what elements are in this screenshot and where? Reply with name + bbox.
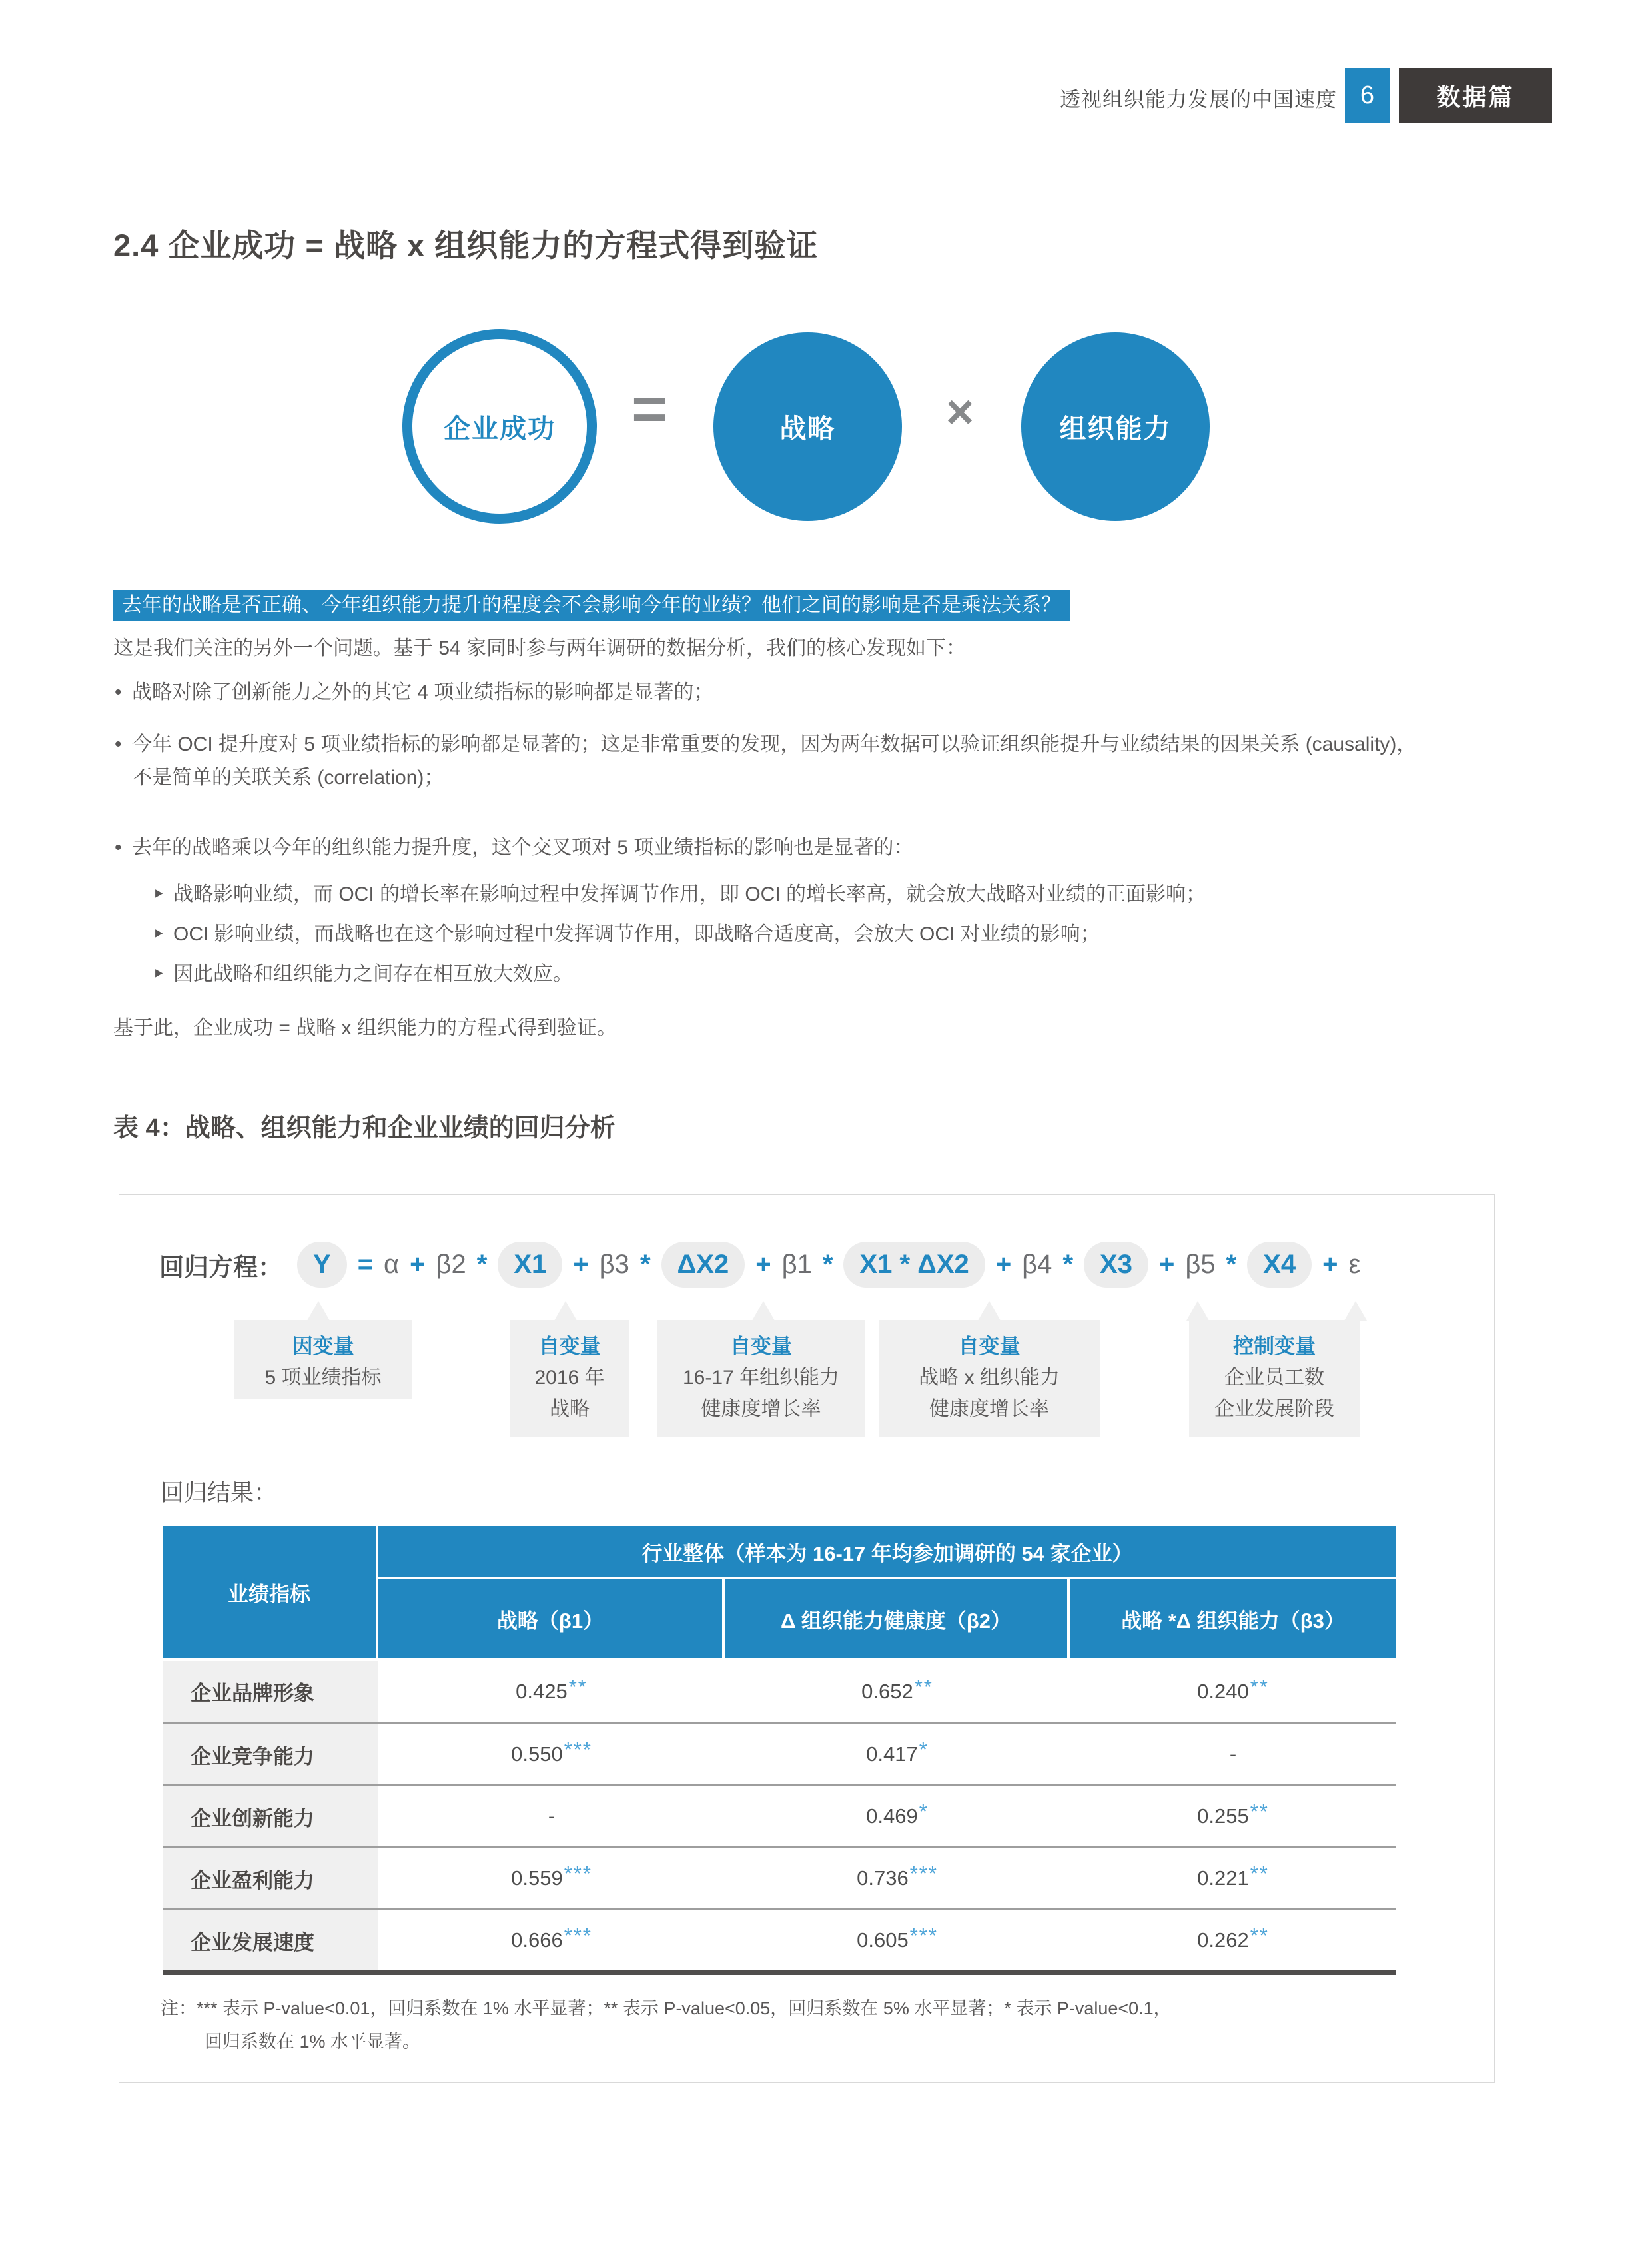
- callout-line: 战略: [550, 1398, 590, 1420]
- table-row: [163, 1846, 1396, 1908]
- callout-line: 健康度增长率: [701, 1398, 821, 1420]
- significance-stars: **: [1250, 1800, 1269, 1823]
- callout-control-vars: [1189, 1320, 1360, 1437]
- coefficient-cell: [725, 1724, 1070, 1784]
- callout-line: 5 项业绩指标: [264, 1367, 382, 1389]
- coefficient-value: 0.262: [1197, 1928, 1249, 1952]
- significance-stars: ***: [909, 1862, 938, 1885]
- section-title: 2.4 企业成功 = 战略 x 组织能力的方程式得到验证: [113, 228, 819, 263]
- equation-term: β5: [1185, 1250, 1216, 1279]
- callout-heading: 因变量: [292, 1335, 354, 1358]
- coefficient-cell: [725, 1910, 1070, 1970]
- coefficient-value: 0.255: [1197, 1804, 1249, 1828]
- equation-term: +: [995, 1250, 1012, 1279]
- results-table: [163, 1526, 1396, 1975]
- coefficient-value: 0.221: [1197, 1866, 1249, 1890]
- column-header-beta2: Δ 组织能力健康度（β2）: [725, 1579, 1070, 1658]
- significance-stars: **: [568, 1675, 588, 1698]
- coefficient-cell: [1070, 1848, 1396, 1908]
- callout-heading: 控制变量: [1233, 1335, 1316, 1358]
- callout-heading: 自变量: [958, 1335, 1021, 1358]
- findings-list: [113, 676, 1422, 871]
- coefficient-cell: [725, 1661, 1070, 1722]
- callout-line: 2016 年: [534, 1367, 605, 1389]
- coefficient-cell: [378, 1724, 725, 1784]
- results-table-header: [163, 1526, 1396, 1658]
- equation-term: *: [639, 1250, 651, 1279]
- coefficient-value: 0.605: [857, 1928, 909, 1952]
- table-row: [163, 1722, 1396, 1784]
- callout-arrow: [752, 1301, 775, 1321]
- chapter-badge: 数据篇: [1399, 68, 1552, 123]
- row-label: 企业发展速度: [163, 1910, 378, 1970]
- equals-sign: =: [631, 375, 667, 443]
- sub-finding-item: ‣ 战略影响业绩，而 OCI 的增长率在影响过程中发挥调节作用，即 OCI 的增长率高，就会放大战略对业绩的正面影响；: [151, 878, 1459, 911]
- results-table-body: [163, 1658, 1396, 1975]
- results-label: 回归结果：: [161, 1480, 278, 1506]
- regression-equation: [159, 1242, 1360, 1288]
- coefficient-cell: [378, 1910, 725, 1970]
- coefficient-cell: [1070, 1786, 1396, 1846]
- callout-line: 健康度增长率: [929, 1398, 1049, 1420]
- callout-line: 16-17 年组织能力: [682, 1367, 840, 1389]
- equation-term: *: [1062, 1250, 1074, 1279]
- equation-variable: X3: [1084, 1242, 1148, 1288]
- callout-heading: 自变量: [730, 1335, 792, 1358]
- coefficient-cell: [378, 1661, 725, 1722]
- coefficient-value: -: [548, 1804, 556, 1828]
- equation-term: *: [1226, 1250, 1237, 1279]
- callout-line: 战略 x 组织能力: [919, 1367, 1060, 1389]
- coefficient-value: 0.652: [861, 1679, 913, 1703]
- significance-stars: **: [914, 1675, 933, 1698]
- circle-company-success: 企业成功: [402, 329, 597, 524]
- row-label: 企业品牌形象: [163, 1661, 378, 1722]
- row-label: 企业创新能力: [163, 1786, 378, 1846]
- equation-term: β1: [781, 1250, 812, 1279]
- equation-term: *: [822, 1250, 833, 1279]
- equation-term: +: [573, 1250, 589, 1279]
- header-title: 透视组织能力发展的中国速度: [1060, 88, 1337, 111]
- callout-arrow: [554, 1301, 577, 1321]
- page-number: 6: [1345, 68, 1390, 123]
- callout-arrow: [1344, 1301, 1367, 1321]
- equation-term: 回归方程：: [159, 1253, 282, 1281]
- callout-independent-var-1: [510, 1320, 629, 1437]
- significance-stars: ***: [564, 1738, 592, 1761]
- callout-arrow: [307, 1301, 330, 1321]
- group-header: 行业整体（样本为 16-17 年均参加调研的 54 家企业）: [378, 1526, 1396, 1579]
- table-row: [163, 1908, 1396, 1970]
- coefficient-value: 0.666: [511, 1928, 563, 1952]
- coefficient-value: 0.550: [511, 1742, 563, 1766]
- column-header-beta1: 战略（β1）: [378, 1579, 725, 1658]
- equation-term: +: [1158, 1250, 1175, 1279]
- conclusion-paragraph: 基于此，企业成功 = 战略 x 组织能力的方程式得到验证。: [113, 1017, 617, 1039]
- equation-term: β2: [436, 1250, 466, 1279]
- coefficient-cell: [725, 1786, 1070, 1846]
- significance-stars: *: [919, 1738, 929, 1761]
- significance-stars: **: [1250, 1924, 1269, 1947]
- equation-variable: ΔX2: [661, 1242, 745, 1288]
- callout-arrow: [1186, 1301, 1209, 1321]
- coefficient-cell: [378, 1786, 725, 1846]
- highlighted-question: 去年的战略是否正确、今年组织能力提升的程度会不会影响今年的业绩？他们之间的影响是否是乘法关系？: [113, 590, 1070, 621]
- column-header-metric: 业绩指标: [163, 1526, 378, 1658]
- coefficient-value: -: [1229, 1742, 1237, 1766]
- coefficient-cell: [725, 1848, 1070, 1908]
- equation-term: α: [384, 1250, 400, 1279]
- equation-term: ε: [1348, 1250, 1361, 1279]
- significance-stars: *: [919, 1800, 929, 1823]
- equation-term: +: [1322, 1250, 1338, 1279]
- equation-variable: X1: [498, 1242, 562, 1288]
- table4-container: [119, 1194, 1495, 2083]
- equation-term: +: [755, 1250, 771, 1279]
- callout-independent-var-2: [657, 1320, 865, 1437]
- row-label: 企业竞争能力: [163, 1724, 378, 1784]
- callout-line: 企业员工数: [1224, 1367, 1324, 1389]
- significance-stars: ***: [564, 1924, 592, 1947]
- column-header-beta3: 战略 *Δ 组织能力（β3）: [1070, 1579, 1396, 1658]
- equation-variable: X1 * ΔX2: [843, 1242, 985, 1288]
- coefficient-value: 0.425: [516, 1679, 568, 1703]
- significance-stars: ***: [564, 1862, 592, 1885]
- equation-variable: X4: [1247, 1242, 1312, 1288]
- equation-term: β3: [599, 1250, 629, 1279]
- table-row: [163, 1784, 1396, 1846]
- lead-paragraph: 这是我们关注的另外一个问题。基于 54 家同时参与两年调研的数据分析，我们的核心发现如下：: [113, 637, 967, 659]
- table-row: [163, 1661, 1396, 1722]
- note-line: 回归系数在 1% 水平显著。: [205, 2032, 421, 2052]
- callout-independent-var-3: [879, 1320, 1100, 1437]
- sub-finding-item: ‣ 因此战略和组织能力之间存在相互放大效应。: [151, 958, 1459, 991]
- table-note: [161, 1992, 1172, 2058]
- table4-title: 表 4：战略、组织能力和企业业绩的回归分析: [113, 1114, 616, 1142]
- finding-item: • 今年 OCI 提升度对 5 项业绩指标的影响都是显著的；这是非常重要的发现，因为两年数据可以验证组织能提升与业绩结果的因果关系 (causality)，不是简单的关联关系 (correlation)；: [113, 728, 1422, 795]
- coefficient-cell: [1070, 1724, 1396, 1784]
- coefficient-value: 0.469: [866, 1804, 918, 1828]
- row-label: 企业盈利能力: [163, 1848, 378, 1908]
- finding-item: • 战略对除了创新能力之外的其它 4 项业绩指标的影响都是显著的；: [113, 676, 1422, 709]
- callout-dependent-var: [234, 1320, 412, 1399]
- circle-org-capability: 组织能力: [1021, 332, 1210, 521]
- equation-term: +: [410, 1250, 426, 1279]
- coefficient-cell: [1070, 1910, 1396, 1970]
- coefficient-value: 0.736: [857, 1866, 909, 1890]
- circle-strategy: 战略: [713, 332, 902, 521]
- equation-term: =: [357, 1250, 374, 1279]
- significance-stars: **: [1250, 1675, 1269, 1698]
- equation-term: β4: [1022, 1250, 1052, 1279]
- coefficient-cell: [378, 1848, 725, 1908]
- equation-variable: Y: [297, 1242, 347, 1288]
- significance-stars: **: [1250, 1862, 1269, 1885]
- callout-heading: 自变量: [538, 1335, 601, 1358]
- sub-finding-item: ‣ OCI 影响业绩，而战略也在这个影响过程中发挥调节作用，即战略合适度高，会放大 OCI 对业绩的影响；: [151, 918, 1459, 951]
- multiply-sign: ×: [945, 386, 975, 439]
- note-line: 注：*** 表示 P-value<0.01，回归系数在 1% 水平显著；** 表示 P-value<0.05，回归系数在 5% 水平显著；* 表示 P-value<0.1，: [161, 1998, 1172, 2018]
- callout-line: 企业发展阶段: [1214, 1398, 1334, 1420]
- equation-term: *: [476, 1250, 488, 1279]
- coefficient-cell: [1070, 1661, 1396, 1722]
- coefficient-value: 0.240: [1197, 1679, 1249, 1703]
- coefficient-value: 0.559: [511, 1866, 563, 1890]
- finding-item: • 去年的战略乘以今年的组织能力提升度，这个交叉项对 5 项业绩指标的影响也是显著的：: [113, 831, 1422, 865]
- coefficient-value: 0.417: [866, 1742, 918, 1766]
- significance-stars: ***: [909, 1924, 938, 1947]
- sub-findings-list: [151, 878, 1459, 998]
- callout-arrow: [978, 1301, 1001, 1321]
